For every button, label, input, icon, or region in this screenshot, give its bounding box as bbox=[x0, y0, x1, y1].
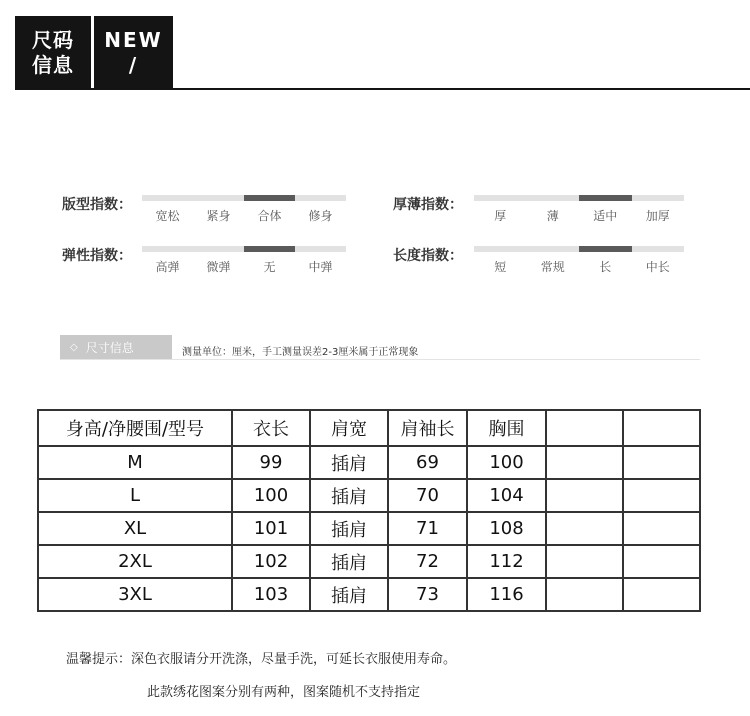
header-cell bbox=[546, 410, 623, 446]
elasticity-option: 中弹 bbox=[308, 260, 333, 274]
table-row bbox=[38, 578, 700, 611]
table-cell: 104 bbox=[467, 479, 546, 512]
table-cell: 3XL bbox=[38, 578, 232, 611]
badge-line: / bbox=[128, 53, 139, 77]
table-cell: 101 bbox=[232, 512, 310, 545]
table-cell: 108 bbox=[467, 512, 546, 545]
thickness-option: 适中 bbox=[593, 209, 618, 223]
header-divider bbox=[15, 88, 750, 90]
table-cell: 72 bbox=[388, 545, 467, 578]
table-cell bbox=[546, 446, 623, 479]
table-cell: 69 bbox=[388, 446, 467, 479]
table-row bbox=[38, 545, 700, 578]
thickness-option: 薄 bbox=[546, 209, 559, 223]
table-cell bbox=[546, 512, 623, 545]
table-cell bbox=[623, 578, 700, 611]
size-table bbox=[37, 409, 701, 612]
table-cell: 插肩 bbox=[310, 578, 388, 611]
table-cell: 插肩 bbox=[310, 479, 388, 512]
table-cell bbox=[546, 545, 623, 578]
table-header-row bbox=[38, 410, 700, 446]
table-cell: 插肩 bbox=[310, 446, 388, 479]
table-cell: L bbox=[38, 479, 232, 512]
length-index-bar bbox=[474, 246, 684, 252]
table-cell: 112 bbox=[467, 545, 546, 578]
fit-option: 合体 bbox=[257, 209, 282, 223]
measurement-note: 测量单位：厘米，手工测量误差2-3厘米属于正常现象 bbox=[182, 347, 419, 358]
length-option: 长 bbox=[599, 260, 612, 274]
table-cell: 116 bbox=[467, 578, 546, 611]
fit-option: 宽松 bbox=[155, 209, 180, 223]
care-tip: 温馨提示：深色衣服请分开洗涤，尽量手洗，可延长衣服使用寿命。 bbox=[66, 652, 457, 667]
header-cell: 肩宽 bbox=[310, 410, 388, 446]
elasticity-option: 无 bbox=[263, 260, 276, 274]
fit-option: 紧身 bbox=[206, 209, 231, 223]
fit-index-indicator bbox=[244, 195, 295, 201]
length-option: 常规 bbox=[540, 260, 565, 274]
pattern-note: 此款绣花图案分别有两种，图案随机不支持指定 bbox=[147, 685, 421, 700]
length-option: 短 bbox=[494, 260, 507, 274]
fit-index-options bbox=[142, 207, 346, 224]
table-cell: 插肩 bbox=[310, 512, 388, 545]
table-cell bbox=[623, 446, 700, 479]
table-row bbox=[38, 446, 700, 479]
header-cell: 身高/净腰围/型号 bbox=[38, 410, 232, 446]
table-cell bbox=[546, 578, 623, 611]
length-option: 中长 bbox=[645, 260, 670, 274]
table-cell: 99 bbox=[232, 446, 310, 479]
fit-option: 修身 bbox=[308, 209, 333, 223]
header-cell: 肩袖长 bbox=[388, 410, 467, 446]
table-cell bbox=[623, 545, 700, 578]
table-cell: 73 bbox=[388, 578, 467, 611]
badge-line: 信息 bbox=[32, 53, 74, 77]
table-cell: 102 bbox=[232, 545, 310, 578]
header-cell: 衣长 bbox=[232, 410, 310, 446]
table-cell: 100 bbox=[467, 446, 546, 479]
table-row bbox=[38, 512, 700, 545]
size-info-divider bbox=[60, 359, 700, 360]
thickness-index-label: 厚薄指数： bbox=[393, 197, 463, 213]
fit-index-label: 版型指数： bbox=[62, 197, 132, 213]
thickness-index-options bbox=[474, 207, 684, 224]
badge-line: NEW bbox=[104, 28, 163, 52]
size-info-tab bbox=[60, 335, 172, 360]
length-index-label: 长度指数： bbox=[393, 248, 463, 264]
elasticity-index-indicator bbox=[244, 246, 295, 252]
elasticity-index-bar bbox=[142, 246, 346, 252]
diamond-icon: ◇ bbox=[70, 342, 78, 353]
table-cell: 2XL bbox=[38, 545, 232, 578]
table-cell: 70 bbox=[388, 479, 467, 512]
thickness-option: 加厚 bbox=[645, 209, 670, 223]
thickness-option: 厚 bbox=[494, 209, 507, 223]
table-cell bbox=[623, 512, 700, 545]
header-cell: 胸围 bbox=[467, 410, 546, 446]
table-cell bbox=[623, 479, 700, 512]
size-info-badge bbox=[15, 16, 91, 90]
length-index-indicator bbox=[579, 246, 632, 252]
length-index-options bbox=[474, 258, 684, 275]
size-info-title: 尺寸信息 bbox=[85, 341, 134, 355]
elasticity-option: 高弹 bbox=[155, 260, 180, 274]
table-cell: 100 bbox=[232, 479, 310, 512]
elasticity-index-label: 弹性指数： bbox=[62, 248, 132, 264]
elasticity-index-options bbox=[142, 258, 346, 275]
table-cell: 71 bbox=[388, 512, 467, 545]
fit-index-bar bbox=[142, 195, 346, 201]
table-row bbox=[38, 479, 700, 512]
badge-line: 尺码 bbox=[32, 28, 74, 52]
table-cell: XL bbox=[38, 512, 232, 545]
table-cell: 103 bbox=[232, 578, 310, 611]
thickness-index-bar bbox=[474, 195, 684, 201]
table-cell: M bbox=[38, 446, 232, 479]
elasticity-option: 微弹 bbox=[206, 260, 231, 274]
thickness-index-indicator bbox=[579, 195, 632, 201]
header-cell bbox=[623, 410, 700, 446]
table-cell: 插肩 bbox=[310, 545, 388, 578]
table-cell bbox=[546, 479, 623, 512]
new-badge bbox=[94, 16, 173, 90]
